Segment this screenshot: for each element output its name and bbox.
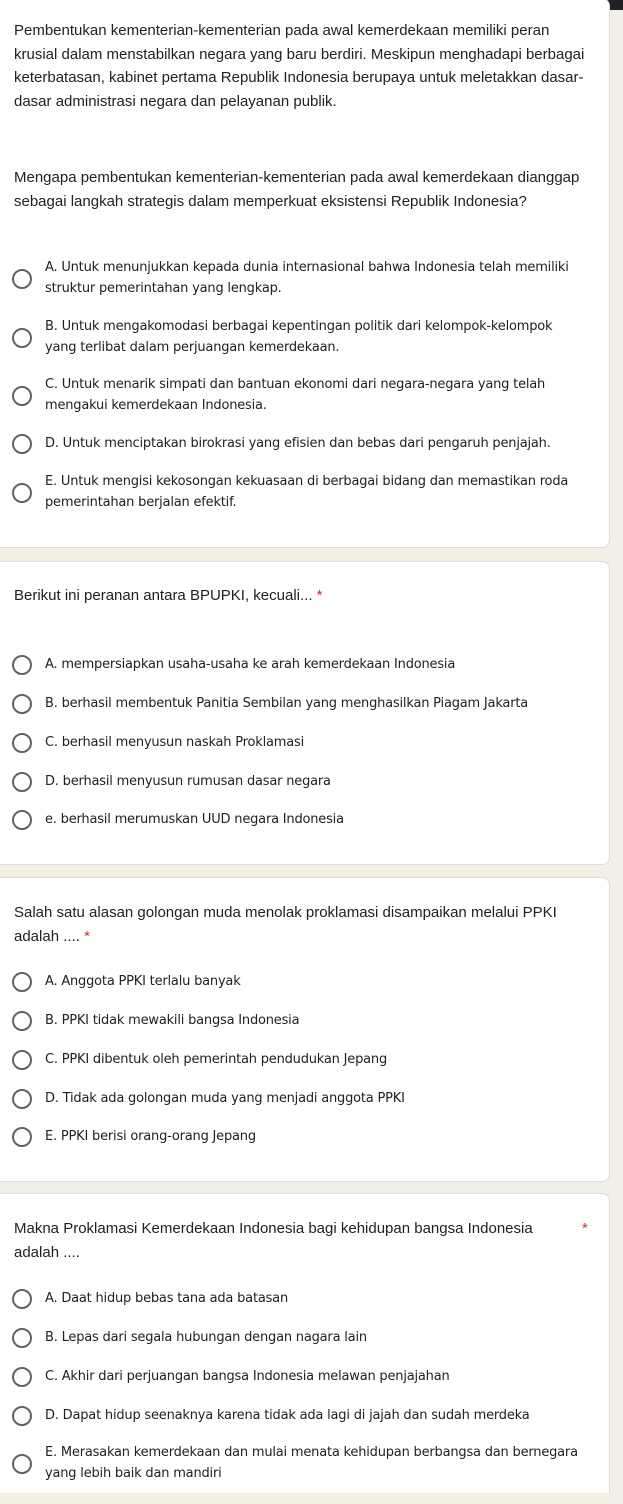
intro-paragraph: Pembentukan kementerian-kementerian pada awal kemerdekaan memiliki peran krusial dalam menstabilkan negara yang baru berdiri. Meskipun menghadapi berbagai keterbatasan, kabinet pertama Republik Indonesia berupaya untuk meletakkan dasar-dasar administrasi negara dan pelayanan publik. — [14, 22, 585, 110]
required-asterisk: * — [582, 1220, 588, 1237]
question-text-body: Salah satu alasan golongan muda menolak proklamasi disampaikan melalui PPKI adalah .... — [14, 904, 557, 945]
radio-button[interactable] — [12, 810, 32, 830]
option-d[interactable] — [0, 771, 599, 793]
radio-button[interactable] — [12, 655, 32, 675]
question-text — [14, 1217, 554, 1264]
option-a[interactable] — [0, 257, 599, 301]
question-card-3 — [0, 877, 610, 1182]
radio-button[interactable] — [12, 1089, 32, 1109]
option-e[interactable] — [0, 1442, 599, 1486]
radio-button[interactable] — [12, 1406, 32, 1426]
option-label: E. Merasakan kemerdekaan dan mulai menata kehidupan berbangsa dan bernegara yang lebih baik dan mandiri — [45, 1445, 578, 1481]
option-label: A. Untuk menunjukkan kepada dunia internasional bahwa Indonesia telah memiliki struktur pemerintahan yang lengkap. — [45, 260, 569, 296]
option-label: A. Anggota PPKI terlalu banyak — [45, 974, 241, 989]
option-label: B. PPKI tidak mewakili bangsa Indonesia — [45, 1013, 300, 1028]
radio-button[interactable] — [12, 1050, 32, 1070]
option-a[interactable] — [0, 971, 599, 993]
option-c[interactable] — [0, 374, 599, 418]
radio-button[interactable] — [12, 1454, 32, 1474]
option-label: E. PPKI berisi orang-orang Jepang — [45, 1129, 256, 1144]
question-card-4 — [0, 1193, 610, 1493]
question-text — [14, 584, 594, 608]
option-label: E. Untuk mengisi kekosongan kekuasaan di berbagai bidang dan memastikan roda pemerintahan berjalan efektif. — [45, 474, 569, 510]
option-e[interactable] — [0, 471, 599, 515]
question-text — [14, 166, 594, 213]
option-label: A. Daat hidup bebas tana ada batasan — [45, 1291, 288, 1306]
radio-button[interactable] — [12, 1367, 32, 1387]
radio-button[interactable] — [12, 434, 32, 454]
question-text-body: Mengapa pembentukan kementerian-kementerian pada awal kemerdekaan dianggap sebagai langkah strategis dalam memperkuat eksistensi Republik Indonesia? — [14, 169, 580, 210]
radio-button[interactable] — [12, 269, 32, 289]
option-label: D. Dapat hidup seenaknya karena tidak ada lagi di jajah dan sudah merdeka — [45, 1408, 530, 1423]
option-b[interactable] — [0, 316, 599, 360]
question-card-2 — [0, 561, 610, 865]
radio-button[interactable] — [12, 1011, 32, 1031]
option-c[interactable] — [0, 732, 599, 754]
option-label: D. Tidak ada golongan muda yang menjadi anggota PPKI — [45, 1091, 405, 1106]
radio-button[interactable] — [12, 483, 32, 503]
question-text-body: Makna Proklamasi Kemerdekaan Indonesia bagi kehidupan bangsa Indonesia adalah .... — [14, 1220, 533, 1261]
radio-button[interactable] — [12, 772, 32, 792]
option-e[interactable] — [0, 1126, 599, 1148]
option-d[interactable] — [0, 433, 599, 455]
option-c[interactable] — [0, 1366, 599, 1388]
required-asterisk: * — [316, 587, 323, 604]
option-label: B. berhasil membentuk Panitia Sembilan yang menghasilkan Piagam Jakarta — [45, 696, 528, 711]
option-b[interactable] — [0, 693, 599, 715]
option-d[interactable] — [0, 1405, 599, 1427]
radio-button[interactable] — [12, 972, 32, 992]
option-e[interactable] — [0, 809, 599, 831]
option-a[interactable] — [0, 654, 599, 676]
option-d[interactable] — [0, 1088, 599, 1110]
option-label: A. mempersiapkan usaha-usaha ke arah kemerdekaan Indonesia — [45, 657, 456, 672]
option-label: D. Untuk menciptakan birokrasi yang efisien dan bebas dari pengaruh penjajah. — [45, 436, 551, 451]
question-card-1 — [0, 0, 610, 548]
option-label: C. PPKI dibentuk oleh pemerintah pendudukan Jepang — [45, 1052, 387, 1067]
radio-button[interactable] — [12, 386, 32, 406]
option-label: e. berhasil merumuskan UUD negara Indonesia — [45, 812, 344, 827]
radio-button[interactable] — [12, 1127, 32, 1147]
option-label: C. Akhir dari perjuangan bangsa Indonesia melawan penjajahan — [45, 1369, 450, 1384]
question-text-body: Berikut ini peranan antara BPUPKI, kecuali... — [14, 587, 313, 604]
radio-button[interactable] — [12, 1328, 32, 1348]
option-label: B. Untuk mengakomodasi berbagai kepentingan politik dari kelompok-kelompok yang terlibat dalam perjuangan kemerdekaan. — [45, 319, 553, 355]
option-label: C. Untuk menarik simpati dan bantuan ekonomi dari negara-negara yang telah mengakui kemerdekaan Indonesia. — [45, 377, 546, 413]
option-b[interactable] — [0, 1327, 599, 1349]
option-label: C. berhasil menyusun naskah Proklamasi — [45, 735, 305, 750]
question-text — [14, 901, 594, 948]
radio-button[interactable] — [12, 328, 32, 348]
radio-button[interactable] — [12, 694, 32, 714]
option-b[interactable] — [0, 1010, 599, 1032]
radio-button[interactable] — [12, 1289, 32, 1309]
option-label: B. Lepas dari segala hubungan dengan nagara lain — [45, 1330, 367, 1345]
required-asterisk: * — [84, 927, 90, 945]
radio-button[interactable] — [12, 733, 32, 753]
option-label: D. berhasil menyusun rumusan dasar negara — [45, 774, 331, 789]
option-a[interactable] — [0, 1288, 599, 1310]
option-c[interactable] — [0, 1049, 599, 1071]
